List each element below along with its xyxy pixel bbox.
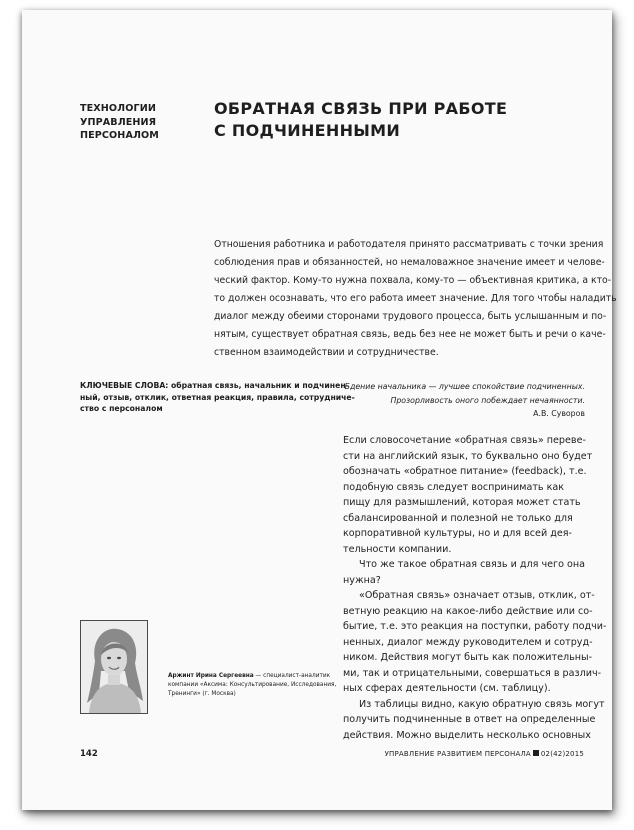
body-line: ником. Действия могут быть как положительны- xyxy=(343,652,593,663)
epigraph-line: Прозорливость оного побеждает нечаянности. xyxy=(390,395,585,405)
keywords-line: ство с персоналом xyxy=(80,404,163,413)
author-line-2: компании «Аксима: Консультирование, Исследования, xyxy=(168,682,337,688)
body-line: ми, так и отрицательными, совершаться в различ- xyxy=(343,667,602,679)
body-line: Из таблицы видно, какую обратную связь могут xyxy=(359,698,605,710)
body-line: корпоративной культуры, но и для всей дея- xyxy=(343,528,573,539)
article-title xyxy=(214,98,507,142)
body-line: Что же такое обратная связь и для чего она xyxy=(359,559,586,570)
body-line: ненных, диалог между руководителем и сотруд- xyxy=(343,636,593,648)
body-line: сбалансированной и полезной не только для xyxy=(343,512,573,524)
rubric-line: ПЕРСОНАЛОМ xyxy=(80,130,159,141)
lead-paragraph xyxy=(214,236,617,362)
title-line: С ПОДЧИНЕННЫМИ xyxy=(214,121,401,140)
journal-name: УПРАВЛЕНИЕ РАЗВИТИЕМ ПЕРСОНАЛА xyxy=(384,750,531,758)
body-line: ветную реакцию на какое-либо действие или со- xyxy=(343,605,593,617)
body-line: пищу для размышлений, которая может стать xyxy=(343,497,581,508)
body-line: тельности компании. xyxy=(343,543,452,555)
author-info xyxy=(168,672,338,699)
author-photo xyxy=(80,620,148,714)
lead-line: нятым, существует обратная связь, ведь без нее не может быть и речи о каче- xyxy=(214,329,606,340)
body-text xyxy=(343,433,607,743)
lead-line: Отношения работника и работодателя принято рассматривать с точки зрения xyxy=(214,239,604,250)
author-portrait-image xyxy=(81,621,147,713)
body-line: обозначать «обратное питание» (feedback), т.е. xyxy=(343,466,587,477)
lead-line: диалог между обеими сторонами трудового процесса, быть услышанным и по- xyxy=(214,311,607,322)
body-line: Если словосочетание «обратная связь» переве- xyxy=(343,435,586,446)
body-line: подобную связь следует воспринимать как xyxy=(343,481,565,493)
keywords-block xyxy=(80,380,355,415)
keywords-line: ный, отзыв, отклик, ответная реакция, правила, сотрудниче- xyxy=(80,392,355,402)
epigraph-line: Бдение начальника — лучшее спокойствие подчиненных. xyxy=(344,382,585,391)
rubric-line: ТЕХНОЛОГИИ xyxy=(80,103,156,114)
section-rubric xyxy=(80,102,159,143)
title-line: ОБРАТНАЯ СВЯЗЬ ПРИ РАБОТЕ xyxy=(214,99,508,118)
body-line: получить подчиненные в ответ на определенные xyxy=(343,714,596,725)
epigraph-author: А.В. Суворов xyxy=(533,409,585,418)
page-number: 142 xyxy=(80,749,98,759)
body-line: действия. Можно выделить несколько основных xyxy=(343,729,591,741)
rubric-line: УПРАВЛЕНИЯ xyxy=(80,116,157,128)
body-line: сти на английский язык, то буквально оно будет xyxy=(343,450,593,462)
body-line: бытие, т.е. это реакция на поступки, работу подчи- xyxy=(343,621,607,632)
body-line: ных сферах деятельности (см. таблицу). xyxy=(343,683,551,694)
author-line-3: Тренинги» (г. Москва) xyxy=(168,691,236,697)
journal-issue: 02(42)2015 xyxy=(540,750,584,758)
body-line: «Обратная связь» означает отзыв, отклик, от- xyxy=(359,590,595,601)
keywords-line: КЛЮЧЕВЫЕ СЛОВА: обратная связь, начальник и подчинен- xyxy=(80,381,349,390)
author-name: Аржинт Ирина Сергеевна xyxy=(168,673,254,679)
lead-line: ственном взаимодействии и сотрудничестве. xyxy=(214,347,439,358)
lead-line: ческий фактор. Кому-то нужна похвала, кому-то — объективная критика, а кто- xyxy=(214,275,612,286)
journal-footer xyxy=(385,750,584,758)
lead-line: то должен осознавать, что его работа имеет значение. Для того чтобы наладить xyxy=(214,293,617,304)
square-separator-icon xyxy=(533,750,539,756)
author-line-1 xyxy=(168,672,338,681)
lead-line: соблюдения прав и обязанностей, но немаловажное значение имеет и челове- xyxy=(214,257,605,268)
author-role: — специалист-аналитик xyxy=(253,673,331,679)
epigraph xyxy=(345,380,585,421)
body-line: нужна? xyxy=(343,574,381,586)
